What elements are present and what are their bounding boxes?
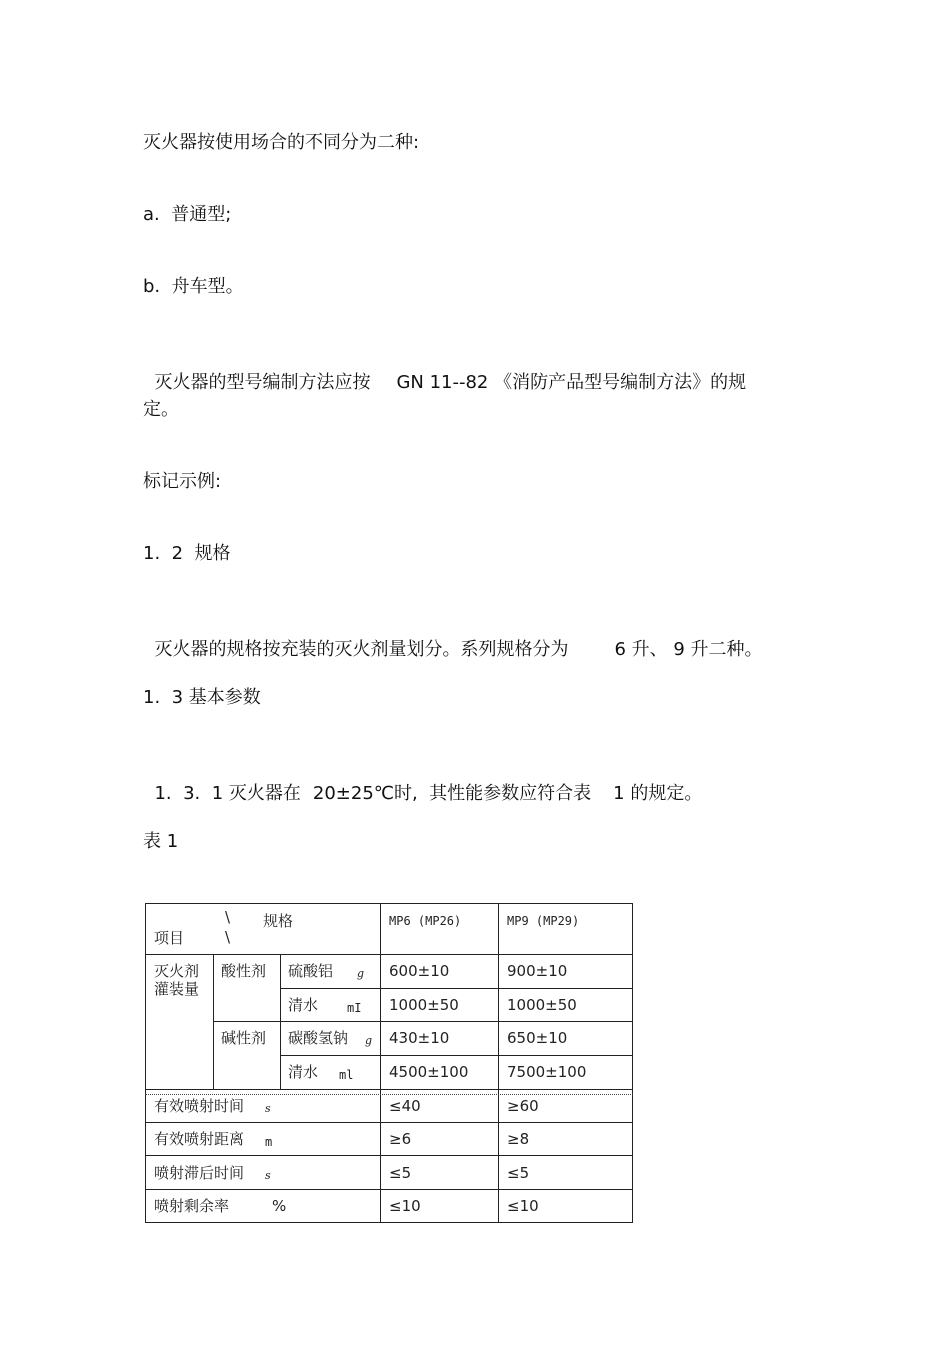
row-unit: g [365,1034,373,1047]
group-label-fill: 灌装量 [154,980,200,998]
row-unit: g [357,967,365,980]
header-mp6: MP6 (MP26) [389,914,462,928]
paragraph-model-line1 [143,347,746,395]
perf-unit: % [272,1197,287,1215]
row-value-mp6: 600±10 [389,962,450,980]
section-heading-spec: 1. 2 规格 [143,543,231,564]
table-row-line [280,988,633,989]
row-unit: mI [347,1001,362,1015]
table-row-line [280,1055,633,1056]
perf-value-mp6: ≤10 [389,1197,421,1215]
list-item-a: a. 普通型; [143,204,232,225]
perf-name: 喷射滞后时间 [154,1164,245,1182]
table-row-line [213,1021,633,1022]
row-value-mp6: 430±10 [389,1029,450,1047]
perf-value-mp9: ≥60 [507,1097,539,1115]
paragraph-spec [143,614,763,662]
row-value-mp6: 4500±100 [389,1063,469,1081]
row-name: 清水 [288,1063,319,1081]
header-spec: 规格 [263,912,294,930]
header-slash: \ [225,908,231,926]
perf-value-mp9: ≤5 [507,1164,530,1182]
perf-value-mp9: ≥8 [507,1130,530,1148]
table-col-line-mp9 [498,903,499,1223]
table-border-right [632,903,633,1223]
model-text-b: GN 11--82 《消防产品型号编制方法》的规 [396,372,747,393]
params-text-b: 20±25℃时, 其性能参数应符合表 [312,783,592,804]
row-value-mp9: 7500±100 [507,1063,587,1081]
paragraph-params [143,758,702,806]
perf-value-mp9: ≤10 [507,1197,539,1215]
perf-unit: s [265,1102,271,1115]
spec-text-b: 6 升、 9 升二种。 [614,639,763,660]
perf-unit: s [265,1169,271,1182]
table-border-bottom [145,1222,633,1223]
table-col-line-mp6 [380,903,381,1223]
acid-agent-label: 酸性剂 [221,962,267,980]
paragraph-classification: 灭火器按使用场合的不同分为二种: [143,132,420,153]
params-text-a: 1. 3. 1 灭火器在 [154,783,301,804]
table-row-line [145,1155,633,1156]
table-row-line [145,954,633,955]
table-border-top [145,903,633,904]
section-heading-params: 1. 3 基本参数 [143,687,261,708]
paragraph-model-line2: 定。 [143,399,179,420]
row-unit: ml [339,1068,354,1082]
perf-value-mp6: ≤5 [389,1164,412,1182]
row-name: 硫酸铝 [288,962,334,980]
parameters-table [145,903,633,1223]
table-border-left [145,903,146,1223]
base-agent-label: 碱性剂 [221,1029,267,1047]
table-row-line [145,1122,633,1123]
row-value-mp9: 900±10 [507,962,568,980]
list-item-b: b. 舟车型。 [143,276,244,297]
table-row-line [145,1189,633,1190]
row-name: 清水 [288,996,319,1014]
row-value-mp9: 1000±50 [507,996,577,1014]
model-text-a: 灭火器的型号编制方法应按 [154,372,371,393]
table-caption: 表 1 [143,831,179,852]
row-value-mp6: 1000±50 [389,996,459,1014]
perf-unit: m [265,1135,273,1149]
table-dotted-line [145,1094,633,1095]
perf-name: 有效喷射时间 [154,1097,245,1115]
perf-name: 有效喷射距离 [154,1130,245,1148]
params-text-c: 1 的规定。 [613,783,703,804]
table-row-line [145,1089,633,1090]
perf-value-mp6: ≤40 [389,1097,421,1115]
header-item: 项目 [154,929,185,947]
row-name: 碳酸氢钠 [288,1029,349,1047]
header-slash: \ [225,928,231,946]
paragraph-marking-example: 标记示例: [143,471,222,492]
row-value-mp9: 650±10 [507,1029,568,1047]
spec-text-a: 灭火器的规格按充装的灭火剂量划分。系列规格分为 [154,639,569,660]
header-mp9: MP9 (MP29) [507,914,580,928]
group-label-agent: 灭火剂 [154,962,200,980]
perf-name: 喷射剩余率 [154,1197,230,1215]
perf-value-mp6: ≥6 [389,1130,412,1148]
